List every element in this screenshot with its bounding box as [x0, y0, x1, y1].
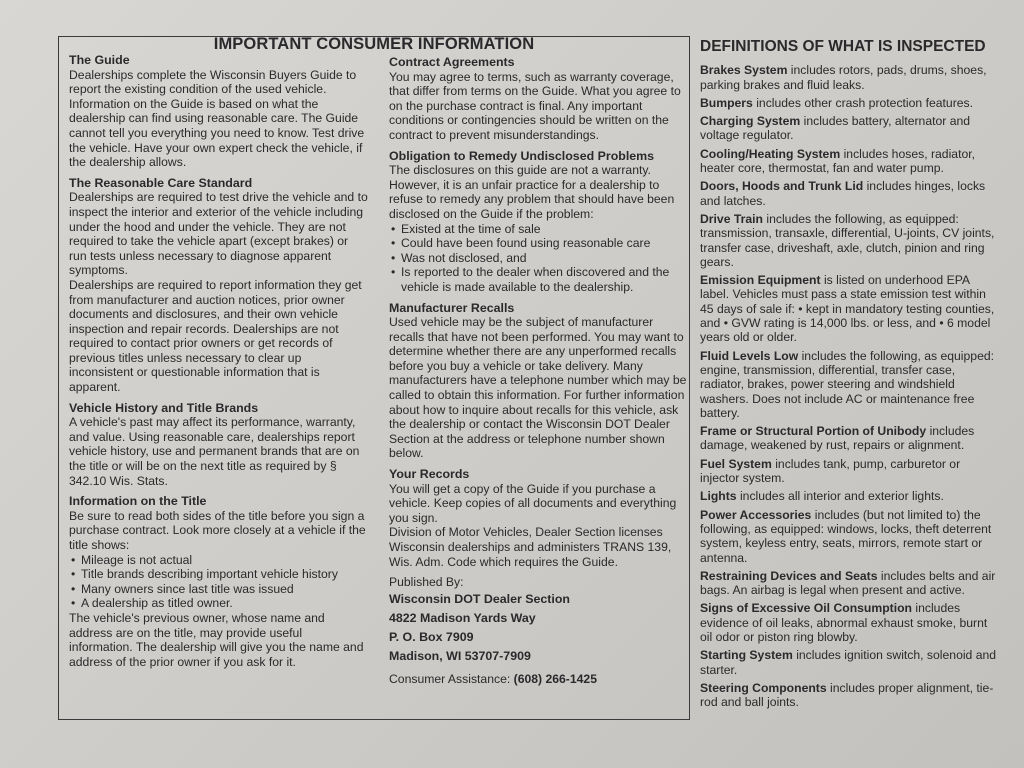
definition-term: Brakes System — [700, 63, 788, 78]
definition-desc: includes (but not limited to) the following, as equipped: windows, locks, theft deterrent system, keyless entry, seats, mirrors, remote start or antenna. — [700, 507, 992, 565]
definition-term: Starting System — [700, 648, 793, 663]
definitions-title: DEFINITIONS OF WHAT IS INSPECTED — [700, 38, 986, 55]
definition-item — [700, 147, 1000, 176]
definition-term: Restraining Devices and Seats — [700, 568, 878, 583]
title-info-bullets — [69, 553, 369, 611]
section-obligation — [389, 149, 687, 295]
list-item: • Many owners since last title was issued — [69, 582, 369, 597]
guide-heading: The Guide — [69, 53, 130, 67]
definition-term: Lights — [700, 489, 737, 504]
guide-text: Dealerships complete the Wisconsin Buyers Guide to report the existing condition of the used vehicle. Information on the Guide is based on what the dealership can find using reasonable care. The Guide cannot tell you everything you need to know. Test drive the vehicle. Have your own expert check the vehicle, if the dealership allows. — [69, 67, 365, 170]
section-reasonable-care — [69, 176, 369, 395]
assistance-label: Consumer Assistance: — [389, 671, 511, 686]
title-info-heading: Information on the Title — [69, 494, 207, 509]
definition-term: Charging System — [700, 114, 801, 129]
definition-desc: includes belts and air bags. An airbag is legal when present and active. — [700, 568, 996, 598]
published-addr-3: Madison, WI 53707-7909 — [389, 648, 531, 663]
definition-term: Bumpers — [700, 95, 753, 110]
definition-item — [700, 212, 1000, 269]
definition-desc: includes ignition switch, solenoid and starter. — [700, 648, 997, 677]
published-addr-2: P. O. Box 7909 — [389, 629, 474, 644]
contract-text: You may agree to terms, such as warranty coverage, that differ from terms on the Guide. What you agree to on the purchase contract is final. Any important conditions or contingencies should be written on the contract to prevent misunderstandings. — [389, 69, 681, 142]
definition-term: Signs of Excessive Oil Consumption — [700, 601, 912, 616]
definition-item — [700, 349, 1000, 420]
consumer-info-box — [58, 36, 690, 720]
list-item: • A dealership as titled owner. — [69, 596, 369, 611]
definition-desc: includes hoses, radiator, heater core, thermostat, fan and water pump. — [700, 146, 976, 176]
obligation-bullets — [389, 222, 687, 295]
list-item: • Title brands describing important vehicle history — [69, 567, 369, 582]
definition-desc: includes tank, pump, carburetor or injector system. — [700, 456, 961, 486]
left-column — [69, 53, 369, 675]
definition-item — [700, 114, 1000, 143]
published-addr-1: 4822 Madison Yards Way — [389, 610, 536, 625]
assistance-phone: (608) 266-1425 — [513, 671, 597, 686]
definition-desc: includes hinges, locks and latches. — [700, 179, 986, 208]
definition-item — [700, 681, 1000, 710]
section-guide — [69, 53, 369, 170]
list-item: • Mileage is not actual — [69, 553, 369, 568]
records-heading: Your Records — [389, 467, 470, 482]
definition-item — [700, 648, 1000, 677]
consumer-assistance — [389, 672, 687, 687]
published-org: Wisconsin DOT Dealer Section — [389, 591, 570, 606]
definition-item — [700, 424, 1000, 453]
definition-term: Steering Components — [700, 680, 827, 695]
records-text-1: You will get a copy of the Guide if you purchase a vehicle. Keep copies of all documents and everything you sign. — [389, 481, 677, 525]
history-heading: Vehicle History and Title Brands — [69, 400, 259, 415]
section-records — [389, 467, 687, 569]
definition-item — [700, 508, 1000, 565]
definition-item — [700, 457, 1000, 486]
definition-term: Emission Equipment — [700, 273, 821, 288]
contract-heading: Contract Agreements — [389, 55, 515, 69]
title-info-after: The vehicle's previous owner, whose name and address are on the title, may provide useful information. The dealership will give you the name and address of the prior owner if you ask for it. — [69, 610, 364, 669]
list-item: • Could have been found using reasonable care — [389, 236, 687, 251]
definition-desc: includes evidence of oil leaks, abnormal exhaust smoke, burnt oil odor or piston ring blowby. — [700, 601, 988, 644]
section-title-info — [69, 494, 369, 669]
definition-desc: includes other crash protection features. — [756, 95, 974, 110]
section-published — [389, 575, 687, 686]
definitions-column — [700, 40, 1000, 713]
definition-item — [700, 489, 1000, 503]
definition-desc: includes battery, alternator and voltage regulator. — [700, 114, 971, 143]
reasonable-care-text-1: Dealerships are required to test drive the vehicle and to inspect the interior and exterior of the vehicle including under the hood and under the vehicle. They are not required to take the vehicle apart (except brakes) or run tests unless necessary to diagnose apparent symptoms. — [69, 190, 368, 278]
definition-term: Frame or Structural Portion of Unibody — [700, 424, 927, 439]
definition-desc: includes damage, weakened by rust, repairs or alignment. — [700, 424, 975, 453]
recalls-heading: Manufacturer Recalls — [389, 300, 515, 315]
definition-term: Doors, Hoods and Trunk Lid — [700, 179, 864, 194]
title-info-text: Be sure to read both sides of the title before you sign a purchase contract. Look more closely at a vehicle if the title shows: — [69, 508, 366, 552]
definition-desc: is listed on underhood EPA label. Vehicles must pass a state emission test within 45 days of sale if: • kept in mandatory testing counties, and • GVW rating is 14,000 lbs. or less, and • 6 model years old or older. — [700, 273, 995, 345]
definition-desc: includes the following, as equipped: transmission, transaxle, differential, U-joints, CV joints, transfer case, driveshaft, axle, clutch, pinion and ring gears. — [700, 211, 995, 269]
section-history — [69, 401, 369, 489]
list-item: • Existed at the time of sale — [389, 222, 687, 237]
section-contract — [389, 55, 687, 143]
definition-desc: includes rotors, pads, drums, shoes, parking brakes and fluid leaks. — [700, 63, 987, 92]
definition-item — [700, 569, 1000, 598]
history-text: A vehicle's past may affect its performance, warranty, and value. Using reasonable care, dealerships report vehicle history, use and permanent brands that are on the title or will be on the next title as required by § 342.10 Wis. Stats. — [69, 415, 360, 488]
definition-item — [700, 273, 1000, 344]
obligation-heading: Obligation to Remedy Undisclosed Problems — [389, 148, 655, 163]
list-item: • Was not disclosed, and — [389, 251, 687, 266]
definition-term: Drive Train — [700, 211, 763, 226]
records-text-2: Division of Motor Vehicles, Dealer Section licenses Wisconsin dealerships and administers TRANS 139, Wis. Adm. Code which requires the Guide. — [389, 525, 672, 569]
main-title: IMPORTANT CONSUMER INFORMATION — [213, 35, 535, 53]
definition-term: Fluid Levels Low — [700, 348, 799, 363]
definition-term: Fuel System — [700, 456, 772, 471]
obligation-text: The disclosures on this guide are not a warranty. However, it is an unfair practice for a dealership to refuse to remedy any problem that should have been disclosed on the Guide if the problem: — [389, 163, 675, 221]
definition-item — [700, 601, 1000, 644]
definition-term: Power Accessories — [700, 507, 812, 522]
list-item: • Is reported to the dealer when discovered and the vehicle is made available to the dealership. — [389, 265, 687, 294]
definition-term: Cooling/Heating System — [700, 146, 841, 161]
reasonable-care-text-2: Dealerships are required to report information they get from manufacturer and auction notices, prior owner documents and disclosures, and their own vehicle inspection and repair records. Dealerships are not required to contact prior owners or get records of previous titles unless necessary to clear up inconsistent or questionable information that is apparent. — [69, 277, 362, 395]
definition-item — [700, 96, 1000, 110]
middle-column — [389, 55, 687, 692]
definition-item — [700, 179, 1000, 208]
definition-desc: includes all interior and exterior lights. — [739, 489, 944, 504]
published-label: Published By: — [389, 575, 464, 590]
section-recalls — [389, 301, 687, 462]
definition-desc: includes the following, as equipped: engine, transmission, differential, transfer case, radiator, brakes, power steering and windshield washers. Does not include AC or maintenance free battery. — [700, 348, 995, 420]
definition-item — [700, 63, 1000, 92]
definition-desc: includes proper alignment, tie-rod and ball joints. — [700, 680, 994, 710]
reasonable-care-heading: The Reasonable Care Standard — [69, 175, 253, 190]
recalls-text: Used vehicle may be the subject of manufacturer recalls that have not been performed. You may want to determine whether there are any unperformed recalls before you buy a vehicle or take delivery. Many manufacturers have a telephone number which may be called to obtain this information. For further information about how to inquire about recalls for this vehicle, ask the dealership or contact the Wisconsin DOT Dealer Section at the address or telephone number shown below. — [389, 315, 687, 461]
